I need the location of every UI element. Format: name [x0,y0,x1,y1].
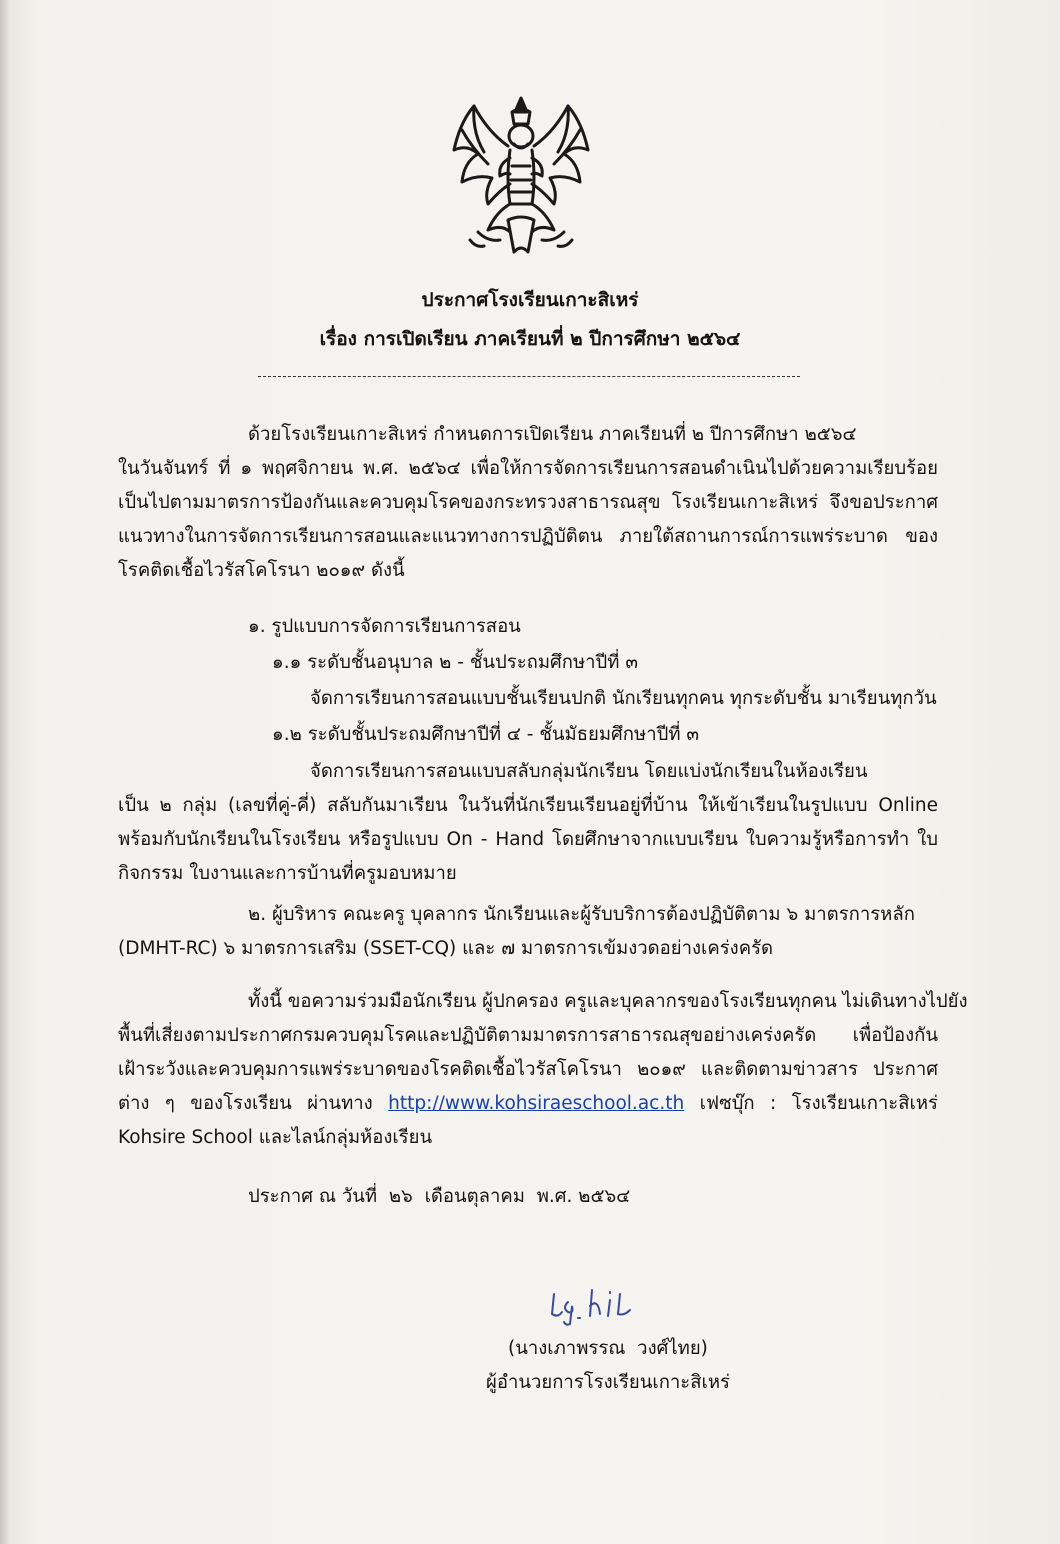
closing-text-b: เฟซบุ๊ก : โรงเรียนเกาะสิเหร่ Kohsire School และไลน์กลุ่มห้องเรียน [118,1093,938,1148]
announcement-dateline: ประกาศ ณ วันที่ ๒๖ เดือนตุลาคม พ.ศ. ๒๕๖๔ [248,1186,631,1207]
closing-text-a: พื้นที่เสี่ยงตามประกาศกรมควบคุมโรคและปฏิบัติตามมาตรการสาธารณสุขอย่างเคร่งครัด เพื่อป้องกัน เฝ้าระวังและควบคุมการแพร่ระบาดของโรคติดเชื้อไวรัสโคโรนา ๒๐๑๙ และติดตามข่าวสาร ประกาศต่าง ๆ ของโรงเรียน ผ่านทาง [118,1025,938,1114]
signatory-name: (นางเภาพรรณ วงศ์ไทย) [508,1338,708,1359]
section-1-2-first-line: จัดการเรียนการสอนแบบสลับกลุ่มนักเรียน โดยแบ่งนักเรียนในห้องเรียน [310,761,868,782]
closing-paragraph [118,1019,938,1155]
section-1-1-body: จัดการเรียนการสอนแบบชั้นเรียนปกติ นักเรียนทุกคน ทุกระดับชั้น มาเรียนทุกวัน [310,688,937,709]
section-1-1-heading: ๑.๑ ระดับชั้นอนุบาล ๒ - ชั้นประถมศึกษาปีที่ ๓ [272,652,639,673]
school-website-link[interactable]: http://www.kohsiraeschool.ac.th [388,1093,685,1114]
section-2-line-2: (DMHT-RC) ๖ มาตรการเสริม (SSET-CQ) และ ๗ มาตรการเข้มงวดอย่างเคร่งครัด [118,938,774,959]
title-divider [258,376,800,377]
document-title: ประกาศโรงเรียนเกาะสิเหร่ [421,289,639,311]
signatory-position: ผู้อำนวยการโรงเรียนเกาะสิเหร่ [486,1372,730,1393]
handwritten-signature [548,1284,638,1326]
document-subject: เรื่อง การเปิดเรียน ภาคเรียนที่ ๒ ปีการศึกษา ๒๕๖๔ [319,328,741,350]
section-1-2-body: เป็น ๒ กลุ่ม (เลขที่คู่-คี่) สลับกันมาเรียน ในวันที่นักเรียนเรียนอยู่ที่บ้าน ให้เข้าเรียนในรูปแบบ Online พร้อมกับนักเรียนในโรงเรียน หรือรูปแบบ On - Hand โดยศึกษาจากแบบเรียน ใบความรู้หรือการทำ ใบกิจกรรม ใบงานและการบ้านที่ครูมอบหมาย [118,795,938,884]
intro-first-line: ด้วยโรงเรียนเกาะสิเหร่ กำหนดการเปิดเรียน ภาคเรียนที่ ๒ ปีการศึกษา ๒๕๖๔ [248,424,857,445]
closing-first-line: ทั้งนี้ ขอความร่วมมือนักเรียน ผู้ปกครอง ครูและบุคลากรของโรงเรียนทุกคน ไม่เดินทางไปยัง [248,991,968,1012]
intro-paragraph: ในวันจันทร์ ที่ ๑ พฤศจิกายน พ.ศ. ๒๕๖๔ เพื่อให้การจัดการเรียนการสอนดำเนินไปด้วยความเรียบร้อย เป็นไปตามมาตรการป้องกันและควบคุมโรคของกระทรวงสาธารณสุข โรงเรียนเกาะสิเหร่ จึงขอประกาศ แนวทางในการจัดการเรียนการสอนและแนวทางการปฏิบัติตน ภายใต้สถานการณ์การแพร่ระบาด ของโรคติดเชื้อไวรัสโคโรนา ๒๐๑๙ ดังนี้ [118,458,938,581]
section-1-2-heading: ๑.๒ ระดับชั้นประถมศึกษาปีที่ ๔ - ชั้นมัธยมศึกษาปีที่ ๓ [272,724,700,745]
garuda-emblem-icon [448,92,594,260]
section-1-heading: ๑. รูปแบบการจัดการเรียนการสอน [248,616,521,637]
section-2-line-1: ๒. ผู้บริหาร คณะครู บุคลากร นักเรียนและผู้รับบริการต้องปฏิบัติตาม ๖ มาตรการหลัก [248,904,915,925]
